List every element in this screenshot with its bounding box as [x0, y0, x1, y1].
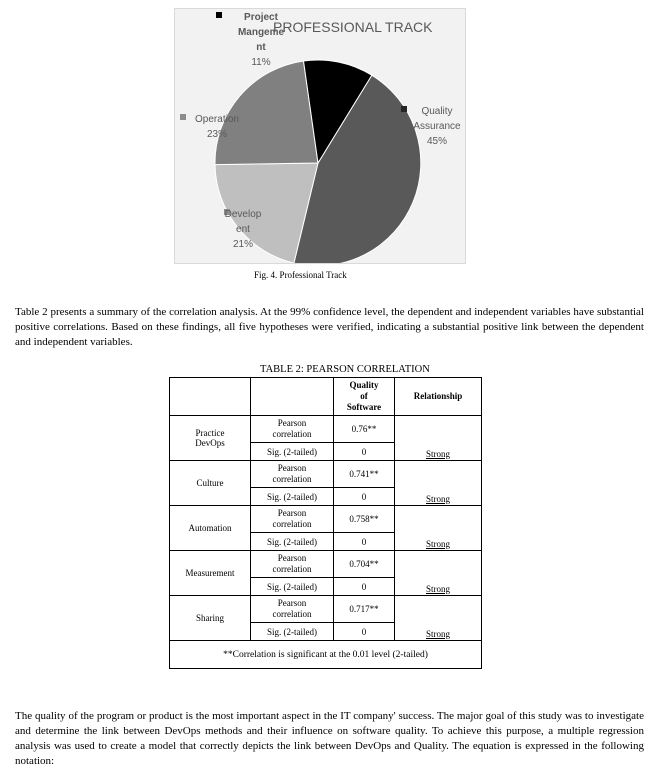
- table-footnote: **Correlation is significant at the 0.01 level (2-tailed): [170, 641, 482, 669]
- header-blank-cell: [170, 378, 251, 416]
- slice-label-text: Project: [244, 12, 278, 23]
- sig-two-tailed-label: Sig. (2-tailed): [251, 488, 334, 506]
- relationship-value: Strong: [395, 551, 482, 596]
- table-row: [170, 506, 482, 533]
- slice-label-text: Mangeme: [237, 27, 285, 38]
- relationship-value: Strong: [395, 506, 482, 551]
- pearson-correlation-label: Pearson correlation: [251, 551, 334, 578]
- pie-chart-figure: [174, 8, 466, 264]
- table-row: [170, 596, 482, 623]
- paragraph-regression-intro: The quality of the program or product is the most important aspect in the IT company' success. The major goal of this study was to investigate and determine the link between DevOps methods and their influence on software quality. To achieve this purpose, a multiple regression analysis was used to create a model that correctly depicts the link between DevOps and Quality. The equation is expressed in the following notation:: [15, 710, 644, 767]
- header-blank-cell: [251, 378, 334, 416]
- slice-label-text: nt: [256, 42, 266, 53]
- slice-value-label: 21%: [232, 239, 254, 250]
- pearson-value: 0.717**: [334, 596, 395, 623]
- sig-value: 0: [334, 488, 395, 506]
- sig-value: 0: [334, 578, 395, 596]
- relationship-value: Strong: [395, 596, 482, 641]
- pearson-value: 0.758**: [334, 506, 395, 533]
- chart-title: PROFESSIONAL TRACK: [273, 19, 433, 35]
- header-relationship: Relationship: [395, 378, 482, 416]
- slice-label-text: Quality: [421, 106, 453, 117]
- sig-value: 0: [334, 533, 395, 551]
- sig-value: 0: [334, 623, 395, 641]
- relationship-value: Strong: [395, 461, 482, 506]
- sig-two-tailed-label: Sig. (2-tailed): [251, 533, 334, 551]
- pearson-correlation-label: Pearson correlation: [251, 506, 334, 533]
- sig-value: 0: [334, 443, 395, 461]
- legend-marker-icon: [180, 114, 186, 120]
- slice-label-text: Operation: [195, 114, 239, 125]
- pearson-correlation-label: Pearson correlation: [251, 461, 334, 488]
- pearson-value: 0.741**: [334, 461, 395, 488]
- table-row: [170, 416, 482, 443]
- pie-chart: [175, 9, 465, 263]
- table-note-row: [170, 641, 482, 669]
- legend-marker-icon: [401, 106, 407, 112]
- row-variable-name: Culture: [170, 461, 251, 506]
- paragraph-correlation-summary: Table 2 presents a summary of the correlation analysis. At the 99% confidence level, the dependent and independent variables have substantial positive correlations. Based on these findings, all five hypotheses were verified, indicating a substantial positive link between the dependent and independent variables.: [15, 306, 644, 348]
- pearson-value: 0.704**: [334, 551, 395, 578]
- header-quality-of-software: Quality of Software: [334, 378, 395, 416]
- pearson-value: 0.76**: [334, 416, 395, 443]
- pie-slice-operation: [215, 61, 318, 165]
- sig-two-tailed-label: Sig. (2-tailed): [251, 623, 334, 641]
- pearson-correlation-label: Pearson correlation: [251, 416, 334, 443]
- slice-value-label: 23%: [206, 129, 228, 140]
- sig-two-tailed-label: Sig. (2-tailed): [251, 443, 334, 461]
- sig-two-tailed-label: Sig. (2-tailed): [251, 578, 334, 596]
- legend-marker-icon: [216, 12, 222, 18]
- relationship-value: Strong: [395, 416, 482, 461]
- slice-label-text: Develop: [224, 209, 262, 220]
- slice-label-text: ent: [236, 224, 250, 235]
- table-row: [170, 461, 482, 488]
- table-row: [170, 551, 482, 578]
- slice-value-label: 45%: [426, 136, 448, 147]
- row-variable-name: Sharing: [170, 596, 251, 641]
- table-header-row: [170, 378, 482, 416]
- slice-label-project-management: [216, 12, 284, 68]
- row-variable-name: Measurement: [170, 551, 251, 596]
- row-variable-name: Practice DevOps: [170, 416, 251, 461]
- figure-caption: Fig. 4. Professional Track: [254, 270, 347, 280]
- pearson-correlation-label: Pearson correlation: [251, 596, 334, 623]
- pearson-correlation-table: [169, 377, 482, 669]
- slice-label-text: Assurance: [413, 121, 461, 132]
- row-variable-name: Automation: [170, 506, 251, 551]
- table-title: TABLE 2: PEARSON CORRELATION: [260, 364, 430, 375]
- slice-value-label: 11%: [251, 57, 271, 68]
